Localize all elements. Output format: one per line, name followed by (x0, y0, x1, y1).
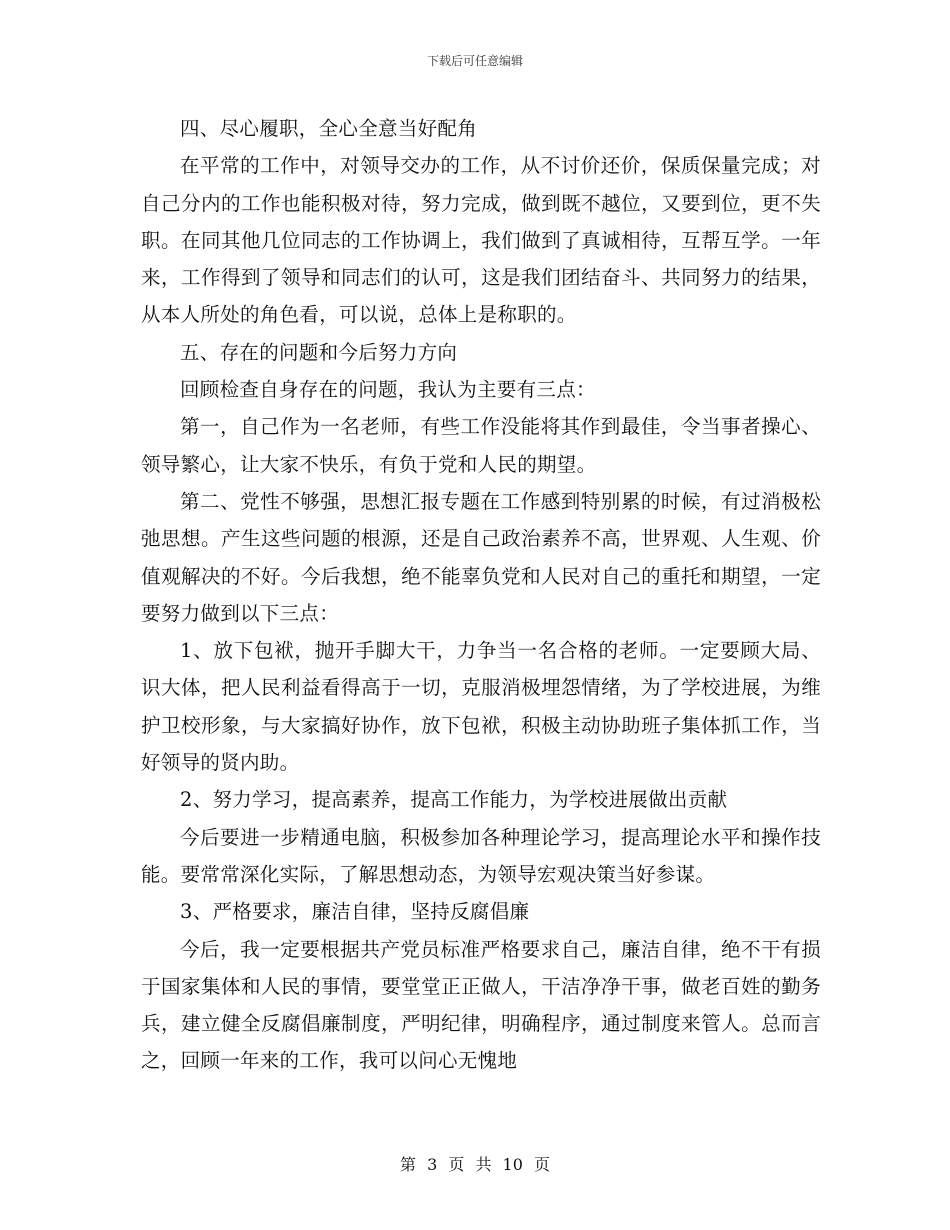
paragraph: 在平常的工作中，对领导交办的工作，从不讨价还价，保质保量完成；对自己分内的工作也能积极对待，努力完成，做到既不越位，又要到位，更不失职。在同其他几位同志的工作协调上，我们做到了真诚相待，互帮互学。一年来，工作得到了领导和同志们的认可，这是我们团结奋斗、共同努力的结果，从本人所处的角色看，可以说，总体上是称职的。 (141, 154, 821, 327)
paragraph: 今后，我一定要根据共产党员标准严格要求自己，廉洁自律，绝不干有损于国家集体和人民的事情，要堂堂正正做人，干洁净净干事，做老百姓的勤务兵，建立健全反腐倡廉制度，严明纪律，明确程序，通过制度来管人。总而言之，回顾一年来的工作，我可以问心无愧地 (141, 937, 821, 1073)
subheading: 2、努力学习，提高素养，提高工作能力，为学校进展做出贡献 (180, 788, 728, 812)
paragraph: 今后要进一步精通电脑，积极参加各种理论学习，提高理论水平和操作技能。要常常深化实际，了解思想动态，为领导宏观决策当好参谋。 (141, 825, 821, 886)
page-footer: 第 3 页 共 10 页 (400, 1155, 550, 1174)
paragraph: 第二、党性不够强，思想汇报专题在工作感到特别累的时候，有过消极松弛思想。产生这些问题的根源，还是自己政治素养不高，世界观、人生观、价值观解决的不好。今后我想，绝不能辜负党和人民对自己的重托和期望，一定要努力做到以下三点： (141, 489, 821, 625)
paragraph: 1、放下包袱，抛开手脚大干，力争当一名合格的老师。一定要顾大局、识大体，把人民利益看得高于一切，克服消极埋怨情绪，为了学校进展，为维护卫校形象，与大家搞好协作，放下包袱，积极主动协助班子集体抓工作，当好领导的贤内助。 (141, 639, 821, 775)
page-header: 下载后可任意编辑 (426, 54, 523, 68)
section-heading-4: 四、尽心履职，全心全意当好配角 (180, 117, 478, 140)
paragraph: 回顾检查自身存在的问题，我认为主要有三点： (180, 378, 596, 402)
document-body (141, 110, 821, 1080)
section-heading-5: 五、存在的问题和今后努力方向 (180, 340, 458, 364)
subheading: 3、严格要求，廉洁自律，坚持反腐倡廉 (180, 900, 530, 924)
paragraph: 第一，自己作为一名老师，有些工作没能将其作到最佳，令当事者操心、领导繁心，让大家不快乐，有负于党和人民的期望。 (141, 415, 821, 476)
